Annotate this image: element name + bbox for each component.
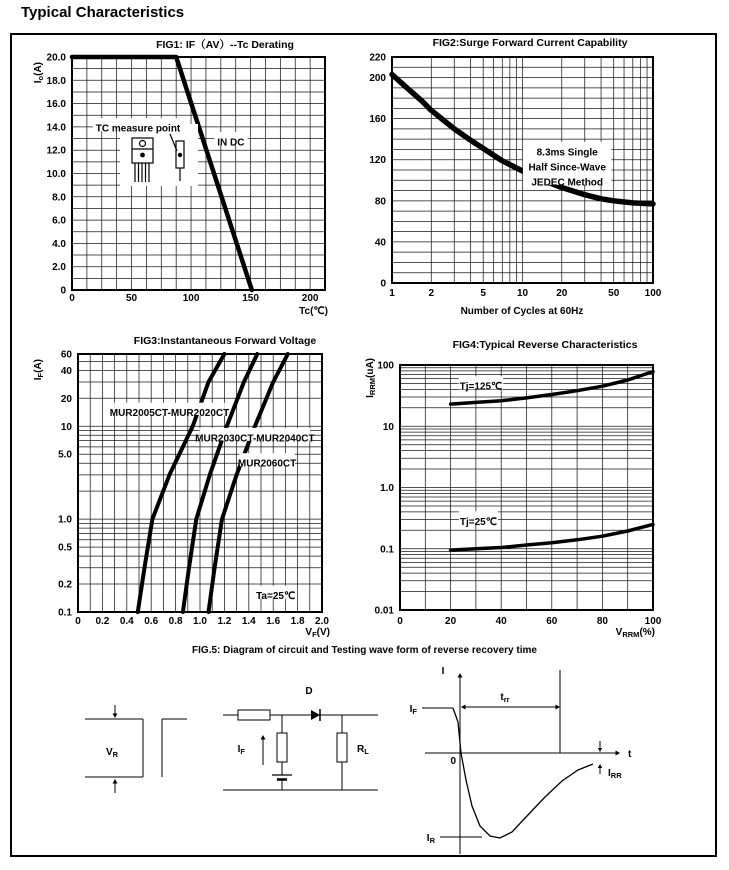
page-title: Typical Characteristics <box>21 4 185 21</box>
fig3-annotation: MUR2005CT-MUR2020CT <box>109 408 230 420</box>
svg-text:0.2: 0.2 <box>95 616 110 627</box>
fig2-surge-chart <box>355 36 703 336</box>
series-resistor <box>238 710 270 720</box>
svg-text:10: 10 <box>382 421 394 433</box>
svg-text:100: 100 <box>644 288 662 299</box>
fig3-annotation: MUR2060CT <box>237 458 297 470</box>
svg-text:0.1: 0.1 <box>380 544 394 556</box>
svg-text:20: 20 <box>556 288 568 299</box>
svg-text:20: 20 <box>445 616 457 627</box>
fig4-grid <box>400 365 653 610</box>
diode-symbol <box>311 710 320 720</box>
fig3-curve-MUR2030CT-MUR2040CT <box>183 354 257 612</box>
svg-text:2.0: 2.0 <box>52 262 66 274</box>
fig5-label: 0 <box>450 756 456 767</box>
fig5-label: $I_R$ <box>426 833 435 845</box>
fig4-title: FIG4:Typical Reverse Characteristics <box>452 339 638 351</box>
svg-text:1.2: 1.2 <box>217 616 232 627</box>
fig3-curve-MUR2005CT-MUR2020CT <box>138 354 225 612</box>
fig1-derating-chart <box>25 36 355 336</box>
svg-text:16.0: 16.0 <box>46 99 66 111</box>
svg-text:60: 60 <box>546 616 558 627</box>
fig2-annotation: JEDEC Method <box>531 177 604 189</box>
svg-text:10.0: 10.0 <box>46 169 66 180</box>
fig1-grid <box>72 57 325 290</box>
fig2-annotation: 8.3ms Single <box>536 147 598 159</box>
svg-text:40: 40 <box>60 365 72 377</box>
fig4-reverse-characteristics-chart <box>355 332 703 637</box>
fig2-tick-labels <box>369 53 661 300</box>
fig4-y-axis-label: $I_{RRM}(uA)$ <box>365 358 377 398</box>
svg-text:2.0: 2.0 <box>315 616 329 627</box>
svg-text:0: 0 <box>380 278 386 290</box>
fig3-x-axis-label: $V_F(V)$ <box>305 627 330 639</box>
svg-text:40: 40 <box>374 237 386 249</box>
fig3-forward-voltage-chart <box>25 332 355 637</box>
recovery-current-curve <box>453 708 593 838</box>
fig4-annotation: Tj=125℃ <box>459 381 503 393</box>
svg-text:50: 50 <box>608 288 620 299</box>
svg-text:10: 10 <box>516 288 529 299</box>
svg-text:5: 5 <box>480 288 486 299</box>
svg-text:8.0: 8.0 <box>52 192 66 204</box>
svg-text:0.8: 0.8 <box>168 616 183 627</box>
fig1-annotation: TC measure point <box>95 123 181 135</box>
svg-text:50: 50 <box>125 293 138 304</box>
fig4-x-axis-label: $V_{RRM}(\%)$ <box>615 627 655 639</box>
fig2-x-axis-label: Number of Cycles at 60Hz <box>460 306 584 317</box>
fig5-label: D <box>305 686 313 697</box>
svg-text:6.0: 6.0 <box>52 215 66 227</box>
fig3-annotation: MUR2030CT-MUR2040CT <box>195 433 315 445</box>
svg-text:1: 1 <box>389 288 395 299</box>
svg-text:1.0: 1.0 <box>380 483 394 494</box>
fig2-annotation: Half Since-Wave <box>528 162 606 174</box>
fig5-label: t <box>628 749 632 760</box>
svg-text:100: 100 <box>377 360 394 372</box>
fig3-tick-labels <box>58 350 329 628</box>
fig5-label: $R_L$ <box>357 744 369 756</box>
svg-text:1.0: 1.0 <box>58 514 72 526</box>
svg-text:80: 80 <box>596 616 608 627</box>
svg-text:5.0: 5.0 <box>58 449 72 461</box>
svg-text:20.0: 20.0 <box>46 52 66 64</box>
svg-text:40: 40 <box>495 616 507 627</box>
svg-text:200: 200 <box>369 73 386 85</box>
svg-text:0: 0 <box>75 616 81 627</box>
svg-text:60: 60 <box>60 349 72 361</box>
svg-text:20: 20 <box>60 393 72 405</box>
fig1-title: FIG1: IF（AV）--Tc Derating <box>156 39 294 51</box>
fig3-y-axis-label: $I_F(A)$ <box>33 359 45 381</box>
svg-text:0: 0 <box>60 285 66 297</box>
fig3-grid <box>78 354 322 612</box>
svg-text:0.01: 0.01 <box>374 605 394 617</box>
source-resistor <box>277 733 287 762</box>
svg-text:0.1: 0.1 <box>58 607 72 619</box>
svg-text:160: 160 <box>369 114 386 126</box>
fig5-label: I <box>441 666 445 677</box>
fig5-caption: FIG.5: Diagram of circuit and Testing wave form of reverse recovery time <box>192 645 537 656</box>
svg-text:120: 120 <box>369 155 386 167</box>
load-resistor <box>337 733 347 762</box>
svg-text:200: 200 <box>301 293 319 304</box>
svg-text:0: 0 <box>69 293 75 304</box>
svg-text:150: 150 <box>242 293 259 304</box>
fig5-label: $I_{RR}$ <box>608 768 622 780</box>
fig3-annotation: Ta=25℃ <box>256 591 296 603</box>
fig5-label: $t_{rr}$ <box>500 692 510 704</box>
fig3-curve-MUR2060CT <box>209 354 288 612</box>
fig5-label: $I_F$ <box>409 704 417 716</box>
svg-text:100: 100 <box>644 616 662 627</box>
svg-text:10: 10 <box>60 421 72 433</box>
svg-text:2: 2 <box>428 288 435 299</box>
svg-text:1.6: 1.6 <box>266 616 281 627</box>
svg-text:1.4: 1.4 <box>241 616 256 627</box>
fig5-label: $I_F$ <box>237 744 245 756</box>
svg-text:0.2: 0.2 <box>58 579 72 591</box>
svg-text:1.0: 1.0 <box>193 616 207 627</box>
fig5-circuit-waveform-diagram <box>55 662 705 857</box>
fig2-title: FIG2:Surge Forward Current Capability <box>432 37 628 49</box>
fig1-annotation: IN DC <box>217 137 245 149</box>
svg-text:0: 0 <box>397 616 403 627</box>
svg-text:12.0: 12.0 <box>46 145 66 157</box>
svg-text:14.0: 14.0 <box>46 122 66 134</box>
fig4-annotation: Tj=25℃ <box>459 516 497 528</box>
svg-text:0.5: 0.5 <box>58 542 72 554</box>
fig5-label: $V_R$ <box>105 747 119 759</box>
svg-text:0.4: 0.4 <box>119 616 134 627</box>
svg-text:18.0: 18.0 <box>46 75 66 87</box>
svg-text:220: 220 <box>369 52 386 64</box>
fig3-title: FIG3:Instantaneous Forward Voltage <box>133 335 317 347</box>
svg-text:100: 100 <box>182 293 200 304</box>
fig1-x-axis-label: Tc(℃) <box>299 306 328 317</box>
svg-text:0.6: 0.6 <box>144 616 159 627</box>
svg-text:80: 80 <box>374 196 386 208</box>
fig1-y-axis-label: $I_o(A)$ <box>33 62 45 84</box>
svg-text:4.0: 4.0 <box>52 238 66 250</box>
svg-text:1.8: 1.8 <box>290 616 305 627</box>
